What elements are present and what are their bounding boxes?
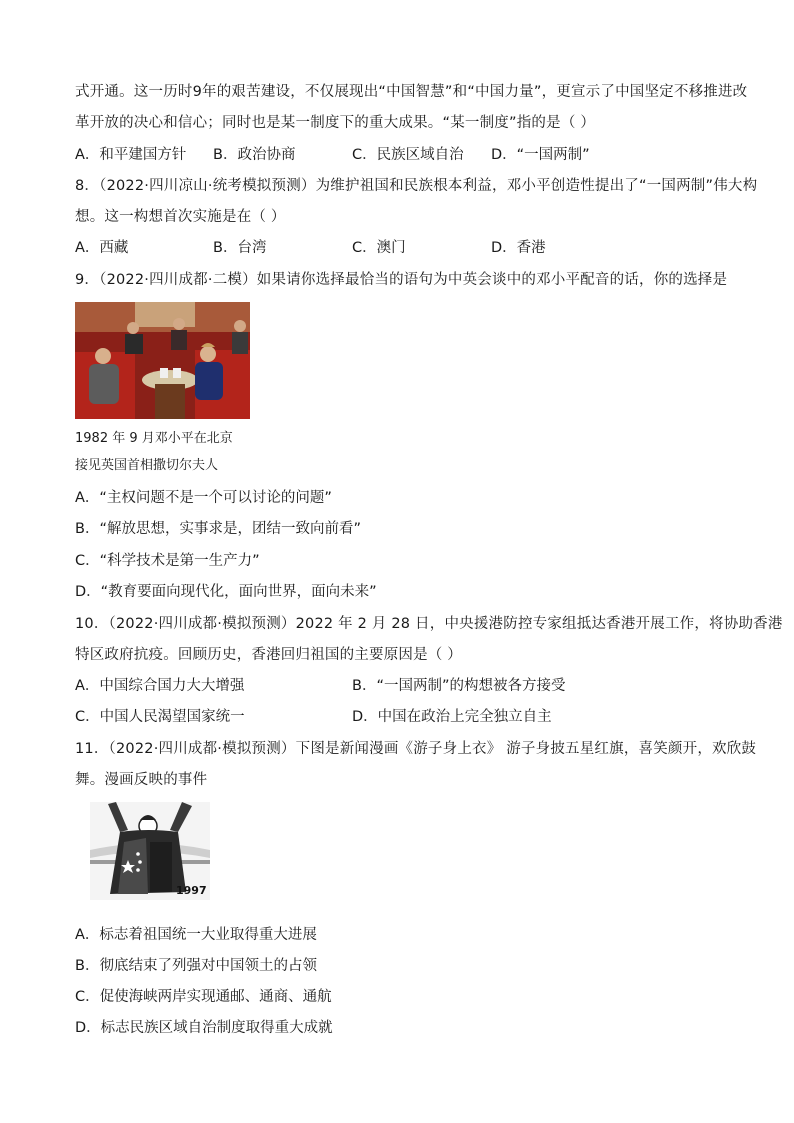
meeting-photo xyxy=(75,302,250,419)
q8-text-line2: 想。这一构想首次实施是在（ ） xyxy=(75,209,286,225)
q11-option-d[interactable]: D．标志民族区域自治制度取得重大成就 xyxy=(75,1020,333,1036)
cartoon-year-label: 1997 xyxy=(176,884,207,897)
q9-option-b[interactable]: B．“解放思想，实事求是，团结一致向前看” xyxy=(75,521,361,537)
q8-option-c[interactable]: C．澳门 xyxy=(352,240,406,256)
q9-text-line1: 9．（2022·四川成都·二模）如果请你选择最恰当的语句为中英会谈中的邓小平配音的话，你的选择是 xyxy=(75,272,728,288)
q7-option-a[interactable]: A．和平建国方针 xyxy=(75,147,187,163)
q10-option-a[interactable]: A．中国综合国力大大增强 xyxy=(75,678,245,694)
q10-text-line1: 10．（2022·四川成都·模拟预测）2022 年 2 月 28 日，中央援港防控专家组抵达香港开展工作，将协助香港 xyxy=(75,616,783,632)
q8-text-line1: 8．（2022·四川凉山·统考模拟预测）为维护祖国和民族根本利益，邓小平创造性提出了“一国两制”伟大构 xyxy=(75,178,758,194)
q8-option-a[interactable]: A．西藏 xyxy=(75,240,129,256)
q9-option-d[interactable]: D．“教育要面向现代化，面向世界，面向未来” xyxy=(75,584,377,600)
q7-option-d[interactable]: D．“一国两制” xyxy=(491,147,590,163)
q9-option-a[interactable]: A．“主权问题不是一个可以讨论的问题” xyxy=(75,490,332,506)
news-cartoon xyxy=(90,802,210,900)
q10-option-b[interactable]: B．“一国两制”的构想被各方接受 xyxy=(352,678,566,694)
q11-option-a[interactable]: A．标志着祖国统一大业取得重大进展 xyxy=(75,927,317,943)
q11-option-b[interactable]: B．彻底结束了列强对中国领土的占领 xyxy=(75,958,317,974)
q7-text-line1: 式开通。这一历时9年的艰苦建设，不仅展现出“中国智慧”和“中国力量”，更宣示了中国坚定不移推进改 xyxy=(75,84,748,100)
q7-option-b[interactable]: B．政治协商 xyxy=(213,147,296,163)
q8-option-d[interactable]: D．香港 xyxy=(491,240,546,256)
q9-option-c[interactable]: C．“科学技术是第一生产力” xyxy=(75,553,260,569)
q11-text-line2: 舞。漫画反映的事件 xyxy=(75,772,208,788)
q8-option-b[interactable]: B．台湾 xyxy=(213,240,267,256)
photo-caption-line1: 1982 年 9 月邓小平在北京 xyxy=(75,431,233,446)
q11-option-c[interactable]: C．促使海峡两岸实现通邮、通商、通航 xyxy=(75,989,332,1005)
q7-text-line2: 革开放的决心和信心；同时也是某一制度下的重大成果。“某一制度”指的是（ ） xyxy=(75,115,596,131)
q10-option-c[interactable]: C．中国人民渴望国家统一 xyxy=(75,709,245,725)
q10-text-line2: 特区政府抗疫。回顾历史，香港回归祖国的主要原因是（ ） xyxy=(75,647,463,663)
photo-caption-line2: 接见英国首相撒切尔夫人 xyxy=(75,458,219,473)
q11-text-line1: 11．（2022·四川成都·模拟预测）下图是新闻漫画《游子身上衣》 游子身披五星红旗，喜笑颜开，欢欣鼓 xyxy=(75,741,757,757)
q7-option-c[interactable]: C．民族区域自治 xyxy=(352,147,464,163)
q10-option-d[interactable]: D．中国在政治上完全独立自主 xyxy=(352,709,552,725)
